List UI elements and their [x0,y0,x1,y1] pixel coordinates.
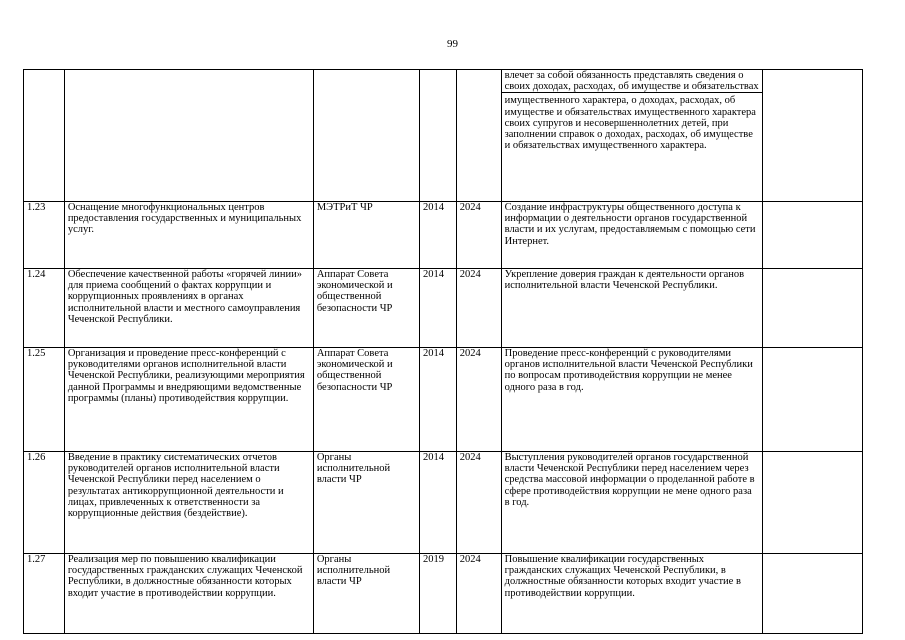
result-text-bottom: имущественного характера, о доходах, расходах, об имуществе и обязательствах имущественного характера своих супругов и несовершеннолетних детей, при заполнении справок о доходах, расходах, об имуществе и обязательствах имущественного характера. [504,95,756,152]
result-text-top: влечет за собой обязанность представлять сведения о своих доходах, расходах, об имуществе и обязательствах [502,70,762,93]
cell-result: Повышение квалификации государственных гражданских служащих Чеченской Республики, в должностные обязанности которых входит участие в противодействии коррупции. [501,554,762,634]
cell-note [762,202,862,269]
table-row [24,452,863,554]
table-row [24,202,863,269]
cell-end-year: 2024 [456,269,501,348]
cell-start-year: 2019 [419,554,456,634]
page-number: 99 [447,38,458,50]
cell-executor [313,70,419,202]
cell-no: 1.24 [24,269,65,348]
cell-start-year: 2014 [419,202,456,269]
cell-note [762,452,862,554]
cell-end-year: 2024 [456,554,501,634]
cell-no: 1.25 [24,348,65,452]
cell-executor: Органы исполнительной власти ЧР [313,452,419,554]
cell-note [762,70,862,202]
cell-end-year [456,70,501,202]
cell-result: Проведение пресс-конференций с руководителями органов исполнительной власти Чеченской Республики по вопросам противодействия коррупции не менее одного раза в год. [501,348,762,452]
cell-executor: Органы исполнительной власти ЧР [313,554,419,634]
cell-note [762,554,862,634]
cell-name: Оснащение многофункциональных центров предоставления государственных и муниципальных услуг. [64,202,313,269]
cell-note [762,269,862,348]
cell-result [501,70,762,202]
cell-note [762,348,862,452]
cell-executor: Аппарат Совета экономической и общественной безопасности ЧР [313,269,419,348]
cell-end-year: 2024 [456,202,501,269]
cell-start-year: 2014 [419,452,456,554]
table-row-continuation [24,70,863,202]
cell-start-year: 2014 [419,348,456,452]
cell-name: Обеспечение качественной работы «горячей линии» для приема сообщений о фактах коррупции и коррупционных проявлениях в органах исполнительной власти и местного самоуправления Чеченской Республики. [64,269,313,348]
cell-result: Создание инфраструктуры общественного доступа к информации о деятельности органов государственной власти и их услугам, предоставляемым с помощью сети Интернет. [501,202,762,269]
cell-result: Укрепление доверия граждан к деятельности органов исполнительной власти Чеченской Республики. [501,269,762,348]
cell-no [24,70,65,202]
cell-start-year [419,70,456,202]
table-row [24,554,863,634]
cell-executor: МЭТРиТ ЧР [313,202,419,269]
cell-end-year: 2024 [456,348,501,452]
table-row [24,269,863,348]
cell-no: 1.26 [24,452,65,554]
cell-no: 1.27 [24,554,65,634]
measures-table [23,69,863,634]
cell-no: 1.23 [24,202,65,269]
cell-name: Введение в практику систематических отчетов руководителей органов исполнительной власти Чеченской Республики перед населением о результатах антикоррупционной деятельности и лицах, привлеченных к ответственности за коррупционные действия (бездействие). [64,452,313,554]
cell-name [64,70,313,202]
cell-executor: Аппарат Совета экономической и общественной безопасности ЧР [313,348,419,452]
cell-name: Организация и проведение пресс-конференций с руководителями органов исполнительной власти Чеченской Республики, реализующими мероприятия данной Программы и внедряющими ведомственные программы (планы) противодействия коррупции. [64,348,313,452]
cell-name: Реализация мер по повышению квалификации государственных гражданских служащих Чеченской Республики, в должностные обязанности которых входит участие в противодействии коррупции. [64,554,313,634]
table-row [24,348,863,452]
cell-result: Выступления руководителей органов государственной власти Чеченской Республики перед населением через средства массовой информации о проделанной работе в сфере противодействия коррупции не мене одного раза в год. [501,452,762,554]
cell-end-year: 2024 [456,452,501,554]
cell-start-year: 2014 [419,269,456,348]
